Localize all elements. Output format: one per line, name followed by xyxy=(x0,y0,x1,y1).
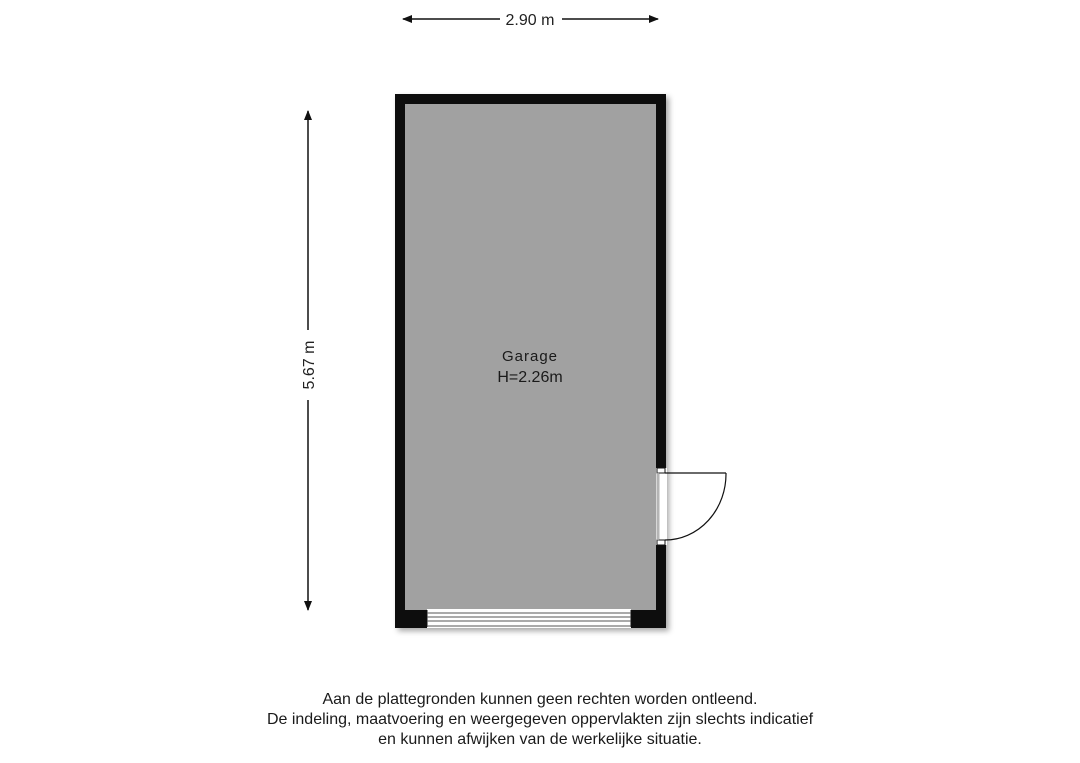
width-dimension xyxy=(403,12,658,29)
height-label: 5.67 m xyxy=(301,340,318,390)
disclaimer-line-2: De indeling, maatvoering en weergegeven oppervlakten zijn slechts indicatief xyxy=(266,711,814,728)
room-height: H=2.26m xyxy=(497,369,563,386)
disclaimer xyxy=(0,690,1080,750)
garage-door-opening xyxy=(427,609,631,628)
door-swing-arc xyxy=(665,473,726,540)
side-door xyxy=(657,468,726,545)
disclaimer-line-3: en kunnen afwijken van de werkelijke situatie. xyxy=(378,731,702,748)
width-label: 2.90 m xyxy=(505,12,555,29)
disclaimer-line-1: Aan de plattegronden kunnen geen rechten worden ontleend. xyxy=(322,691,758,708)
door-leaf xyxy=(657,473,659,540)
garage-room xyxy=(395,94,726,628)
height-dimension xyxy=(301,111,318,610)
room-name: Garage xyxy=(501,348,559,365)
